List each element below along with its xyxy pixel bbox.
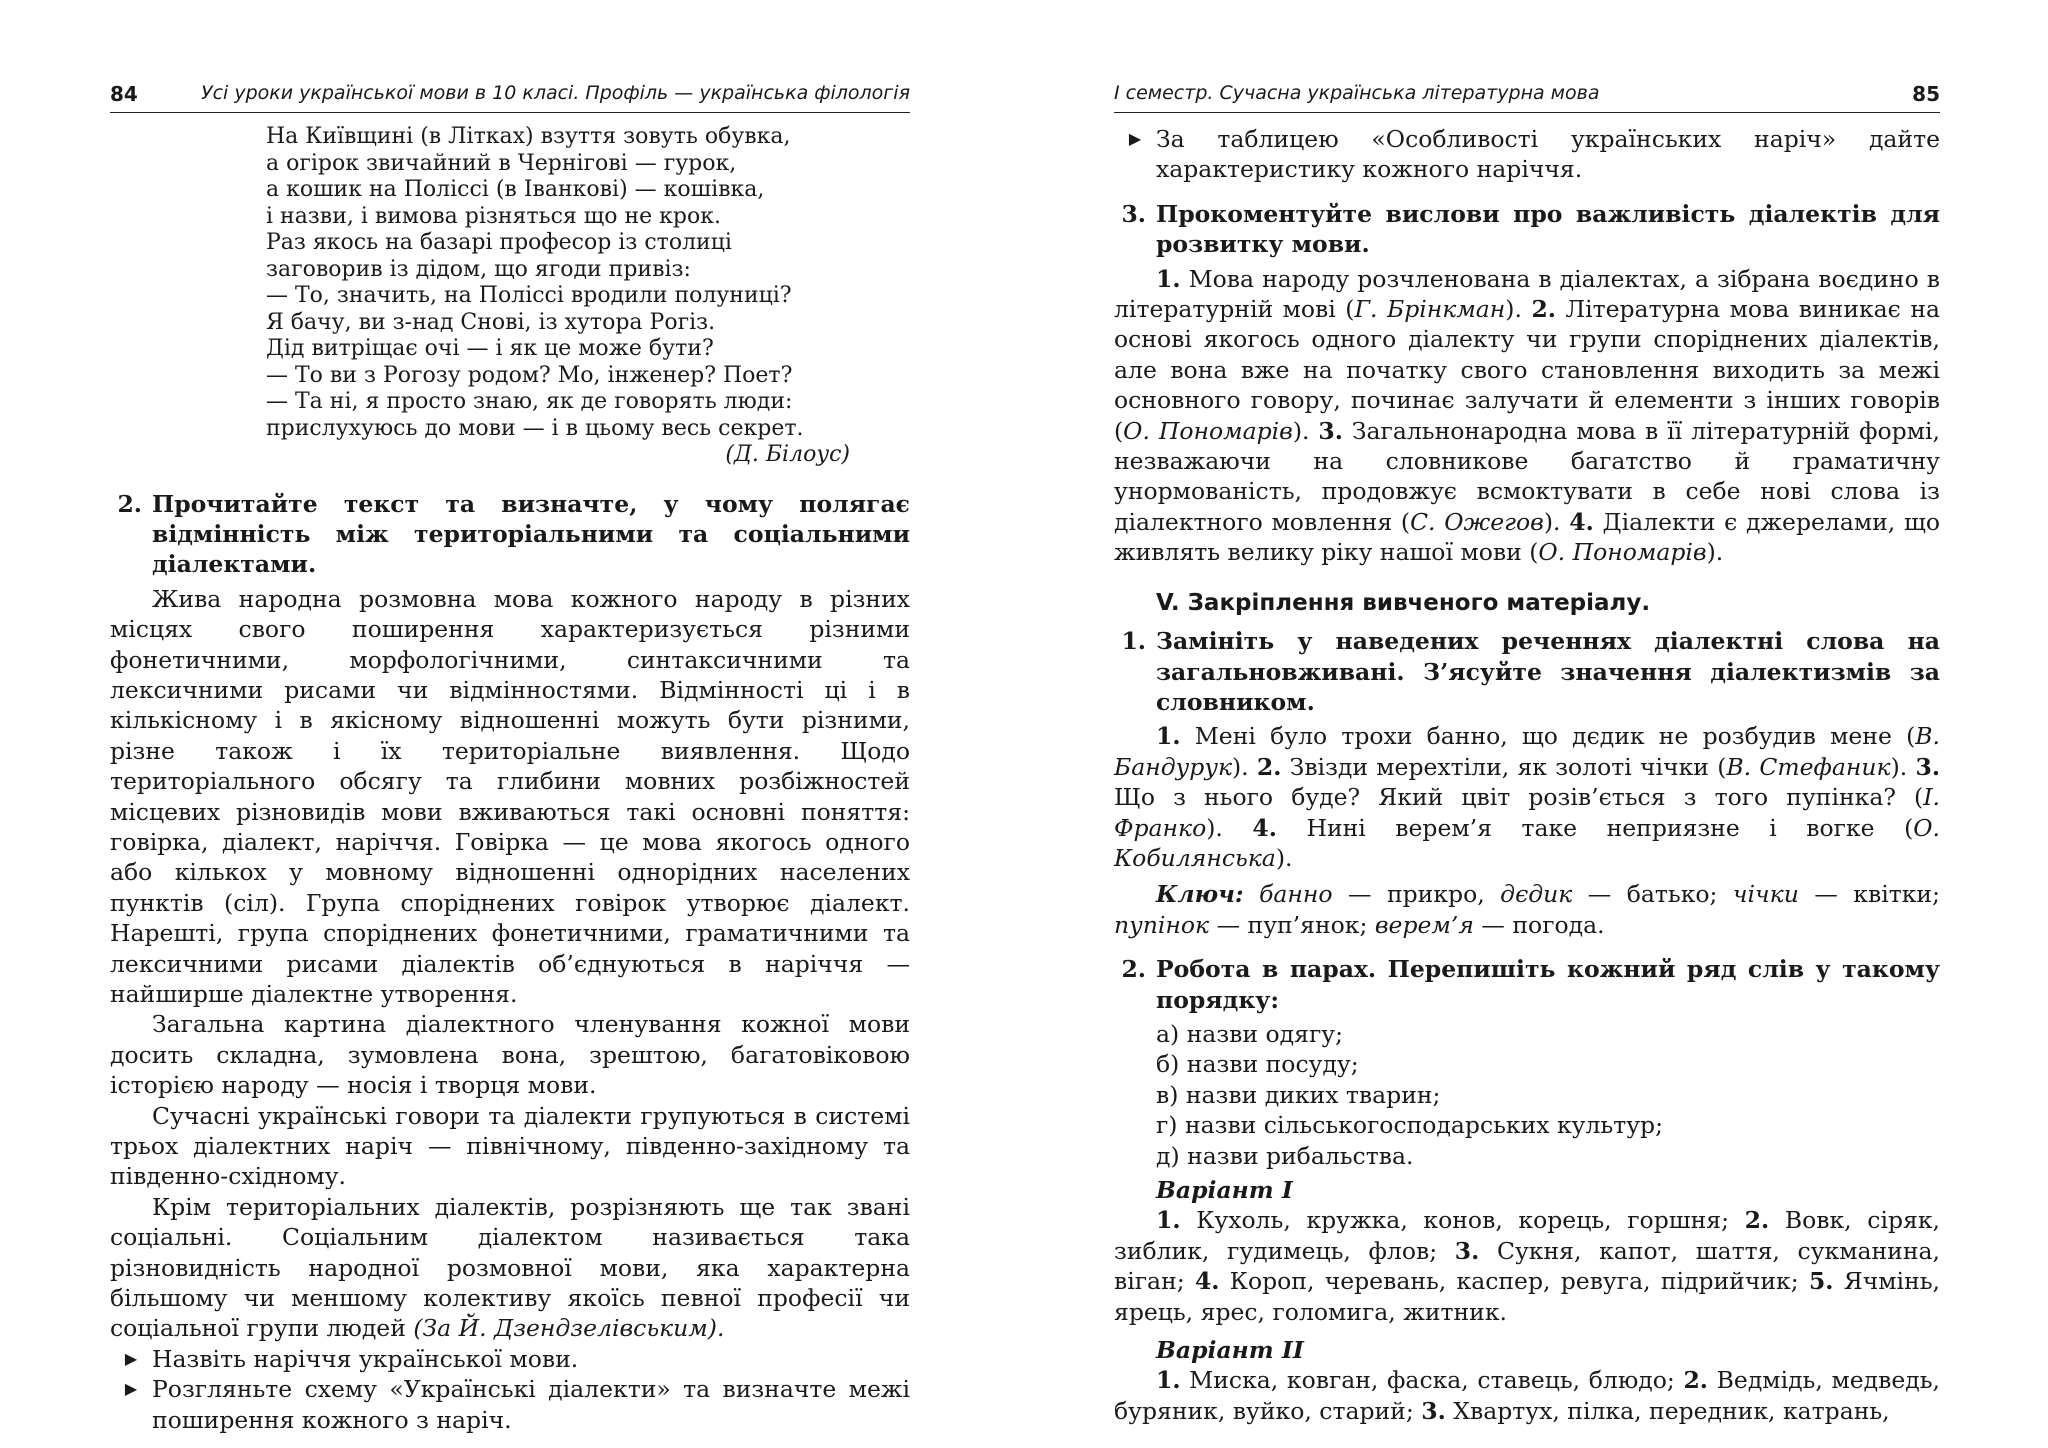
poem-line: — То, значить, на Поліссі вродили полуниці? [266, 283, 792, 308]
quotes-paragraph: 1. Мова народу розчленована в діалектах, а зібрана воєдино в літературній мові (Г. Брінкман). 2. Літературна мова виникає на основі якогось одного діалекту чи групи споріднених діалектів, але вона вже на початку свого становлення виходить за межі основного говору, починає залучати й елементи з інших говорів (О. Пономарів). 3. Загальнонародна мова в її літературній формі, незважаючи на словникове багатство й граматичну унормованість, продовжує всмоктувати в себе нові слова із діалектного мовлення (С. Ожегов). 4. Діалекти є джерелами, що живлять велику ріку нашої мови (О. Пономарів). [1114, 264, 1941, 567]
paragraph [110, 1192, 910, 1344]
source-citation: (За Й. Дзендзелівським). [413, 1314, 725, 1343]
triangle-bullet-icon: ▶ [1128, 129, 1142, 148]
task-1 [1114, 626, 1940, 717]
task-number: 2. [117, 489, 142, 518]
variant-1-title: Варіант І [1156, 1176, 1293, 1204]
answer-key: Ключ: банно — прикро, дєдик — батько; чічки — квітки; пупінок — пуп’янок; верем’я — погода. [1114, 880, 1940, 939]
poem-line: і назви, і вимова різняться що не крок. [266, 203, 721, 229]
right-page-header [1114, 78, 1940, 113]
paragraph: Сучасні українські говори та діалекти групуються в системі трьох діалектних наріч — північному, південно-західному та південно-східному. [110, 1101, 910, 1191]
page-number: 84 [110, 82, 138, 106]
right-page [1024, 0, 2048, 1448]
poem-line: — Та ні, я просто знаю, як де говорять люди: [266, 389, 793, 414]
sentences-paragraph: 1. Мені було трохи банно, що дєдик не розбудив мене (В. Бандурук). 2. Звізди мерехтіли, як золоті чічки (В. Стефаник). 3. Що з нього буде? Який цвіт розів’ється з того пупінка? (І. Франко). 4. Нині верем’я таке неприязне і вогке (О. Кобилянська). [1114, 722, 1941, 872]
list-item: б) назви посуду; [1156, 1050, 1359, 1079]
list-item: в) назви диких тварин; [1156, 1080, 1441, 1109]
triangle-bullet-icon: ▶ [124, 1379, 138, 1399]
poem-line: Дід витріщає очі — і як це може бути? [266, 336, 714, 361]
right-page-body [1114, 124, 1940, 1426]
task-2 [1114, 954, 1940, 1015]
bullet-text: Назвіть наріччя української мови. [152, 1344, 579, 1373]
list-item: г) назви сільськогосподарських культур; [1156, 1111, 1664, 1140]
running-title: І семестр. Сучасна українська літературна мова [1114, 82, 1600, 104]
task-2 [110, 489, 910, 580]
paragraph: Загальна картина діалектного членування кожної мови досить складна, зумовлена вона, зрештою, багатовіковою історією народу — носія і творця мови. [110, 1010, 910, 1100]
bullet-item [110, 1374, 910, 1435]
task-number: 1. [1121, 627, 1146, 656]
variant-2-title: Варіант ІІ [1156, 1336, 1304, 1365]
poem-author: (Д. Білоус) [725, 442, 850, 467]
left-page-body [110, 124, 910, 1435]
list-item: а) назви одягу; [1156, 1019, 1344, 1048]
list-item: д) назви рибальства. [1156, 1141, 1414, 1170]
task-text: Прокоментуйте вислови про важливість діалектів для розвитку мови. [1156, 199, 1940, 259]
poem-line: а огірок звичайний в Чернігові — гурок, [266, 150, 737, 176]
running-title: Усі уроки української мови в 10 класі. Профіль — українська філологія [201, 82, 910, 104]
poem-line: На Київщині (в Літках) взуття зовуть обувка, [266, 124, 791, 149]
task-text: Робота в парах. Перепишіть кожний ряд слів у такому порядку: [1156, 955, 1940, 1014]
variant-2-text: 1. Миска, ковган, фаска, ставець, блюдо; 2. Ведмідь, медведь, буряник, вуйко, старий; 3. Хвартух, пілка, передник, катрань, [1114, 1366, 1940, 1425]
bullet-text: За таблицею «Особливості українських наріч» дайте характеристику кожного наріччя. [1156, 125, 1940, 184]
left-page-header [110, 78, 910, 113]
task-number: 2. [1121, 955, 1146, 984]
bullet-text: Розгляньте схему «Українські діалекти» та визначте межі поширення кожного з наріч. [152, 1375, 910, 1434]
task-3 [1114, 199, 1940, 260]
paragraph: Жива народна розмовна мова кожного народу в різних місцях свого поширення характеризується різними фонетичними, морфологічними, синтаксичними та лексичними рисами чи відмінностями. Відмінності ці і в кількісному і в якісному відношенні можуть бути різними, різне також і їх територіальне виявлення. Щодо територіального обсягу та глибини мовних розбіжностей місцевих різновидів мови вживаються такі основні поняття: говірка, діалект, наріччя. Говірка — це мова якогось одного або кількох у мовному відношенні однорідних населених пунктів (сіл). Група споріднених говірок утворює діалект. Нарешті, група споріднених фонетичними, граматичними та лексичними рисами діалектів об’єднуються в наріччя — найширше діалектне утворення. [110, 584, 910, 1008]
task-text: Прочитайте текст та визначте, у чому полягає відмінність між територіальними та соціальними діалектами. [152, 489, 910, 579]
poem-line: — То ви з Рогозу родом? Мо, інженер? Поет? [266, 362, 793, 388]
bullet-item [110, 1344, 910, 1374]
page-number: 85 [1912, 82, 1940, 106]
poem-line: Раз якось на базарі професор із столиці [266, 230, 732, 255]
variant-1-text: 1. Кухоль, кружка, конов, корець, горшня; 2. Вовк, сіряк, зиблик, гудимець, флов; 3. Сукня, капот, шаття, сукманина, віган; 4. Короп, черевань, каспер, ревуга, підрийчик; 5. Ячмінь, ярець, ярес, голомига, житник. [1114, 1206, 1940, 1326]
bullet-item [1114, 124, 1940, 185]
poem [266, 124, 910, 469]
task-number: 3. [1121, 199, 1146, 228]
section-heading: V. Закріплення вивченого матеріалу. [1156, 589, 1651, 616]
task-text: Замініть у наведених реченнях діалектні слова на загальновживані. З’ясуйте значення діалектизмів за словником. [1156, 627, 1940, 716]
triangle-bullet-icon: ▶ [124, 1348, 138, 1368]
poem-line: а кошик на Поліссі (в Іванкові) — кошівка, [266, 177, 765, 202]
poem-line: заговорив із дідом, що ягоди привіз: [266, 256, 691, 282]
paragraph-text: Крім територіальних діалектів, розрізняють ще так звані соціальні. Соціальним діалектом називається така різновидність народної розмовної мови, яка характерна більшому чи меншому колективу якоїсь певної професії чи соціальної групи людей [110, 1192, 910, 1343]
poem-line: прислухуюсь до мови — і в цьому весь секрет. [266, 415, 804, 441]
poem-line: Я бачу, ви з-над Снові, із хутора Рогіз. [266, 309, 716, 335]
